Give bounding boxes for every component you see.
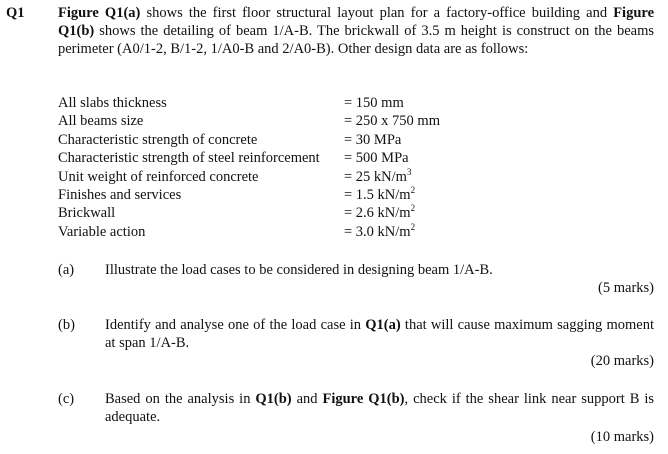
design-data-value-with-unit [344, 186, 415, 204]
part-c-text [105, 390, 654, 426]
question-number: Q1 [6, 5, 25, 21]
intro-text-1: shows the first floor structural layout plan for a factory-office building and [140, 5, 614, 21]
figure-q1b-ref: Figure Q1(b) [58, 5, 655, 39]
design-data-value: = 30 MPa [344, 131, 402, 148]
design-data-label: All beams size [58, 113, 144, 130]
design-data-label: All slabs thickness [58, 95, 167, 111]
design-data-list [58, 94, 518, 241]
design-data-label: Unit weight of reinforced concrete [58, 168, 259, 185]
part-b-ref: Q1(a) [365, 317, 401, 333]
part-b-text [105, 316, 654, 352]
design-data-value-with-unit [344, 168, 411, 186]
unit-exponent: 2 [410, 203, 416, 214]
value-text: = 2.6 kN/m [344, 205, 411, 222]
part-b-marks: (20 marks) [590, 353, 654, 369]
unit-exponent: 3 [406, 166, 412, 177]
part-c-ref-2: Figure Q1(b) [322, 391, 405, 407]
part-c-letter: (c) [58, 391, 75, 407]
design-data-row [58, 131, 518, 149]
design-data-label: Characteristic strength of concrete [58, 131, 258, 148]
design-data-label: Finishes and services [58, 186, 182, 203]
figure-q1a-ref: Figure Q1(a) [58, 5, 141, 21]
design-data-row [58, 168, 518, 186]
part-b-text-1: Identify and analyse one of the load case in [105, 317, 366, 333]
question-intro [58, 4, 654, 58]
unit-exponent: 2 [410, 221, 416, 232]
intro-text-2: shows the detailing of beam 1/A-B. The brickwall of 3.5 m height is construct on the beams perimeter (A0/1-2, B/1-2, 1/A0-B and 2/A0-B). Other design data are as follows: [58, 23, 654, 57]
part-c-ref-1: Q1(b) [255, 391, 292, 407]
unit-exponent: 2 [410, 184, 416, 195]
design-data-label: Characteristic strength of steel reinforcement [58, 150, 320, 167]
part-c-marks: (10 marks) [590, 429, 654, 445]
design-data-row [58, 223, 518, 241]
design-data-value: = 150 mm [344, 95, 404, 111]
design-data-value-with-unit [344, 223, 415, 241]
part-b-letter: (b) [58, 317, 75, 333]
design-data-row [58, 204, 518, 222]
design-data-value: = 250 x 750 mm [344, 113, 440, 130]
part-b-text-2: that will cause maximum sagging moment at span 1/A-B. [105, 317, 654, 351]
design-data-row [58, 149, 518, 167]
design-data-value: = 500 MPa [344, 150, 409, 167]
design-data-label: Brickwall [58, 205, 116, 222]
part-a-letter: (a) [58, 262, 75, 278]
design-data-value-with-unit [344, 204, 415, 222]
part-a-text: Illustrate the load cases to be considered in designing beam 1/A-B. [105, 262, 493, 278]
part-c-text-3: , check if the shear link near support B is adequate. [105, 391, 654, 425]
design-data-row [58, 186, 518, 204]
design-data-row [58, 94, 518, 112]
part-a-marks: (5 marks) [598, 280, 654, 296]
value-text: = 1.5 kN/m [344, 186, 411, 203]
value-text: = 3.0 kN/m [344, 223, 411, 240]
part-c-text-2: and [291, 391, 323, 407]
value-text: = 25 kN/m [344, 168, 407, 185]
design-data-row [58, 112, 518, 130]
part-c-text-1: Based on the analysis in [105, 391, 256, 407]
design-data-label: Variable action [58, 223, 146, 240]
